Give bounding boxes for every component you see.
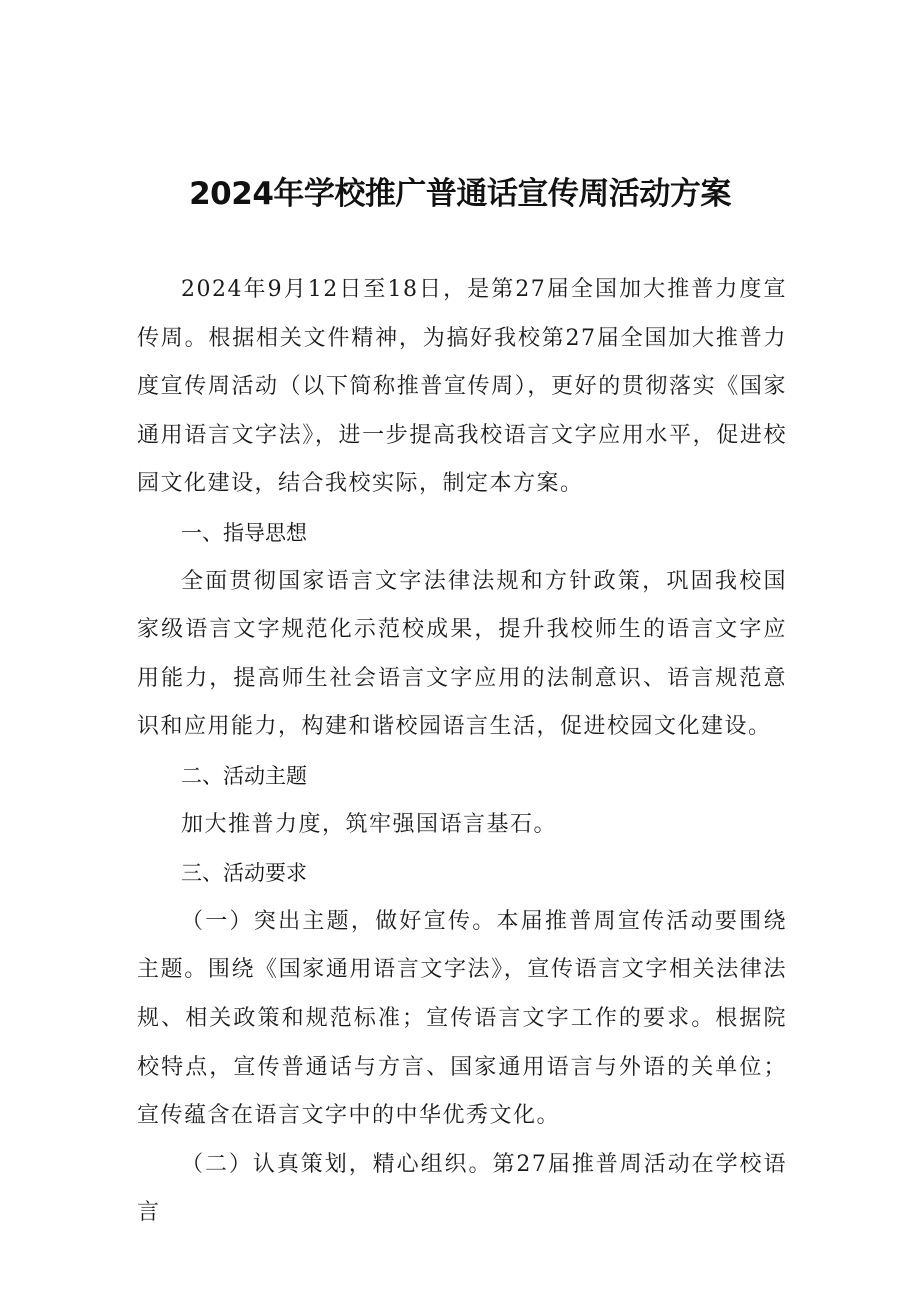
section-heading-guiding-ideology: 一、指导思想: [181, 520, 307, 545]
document-body: [137, 266, 787, 1238]
section-heading-activity-requirements: 三、活动要求: [181, 861, 307, 886]
requirement-item-1: （一）突出主题，做好宣传。本届推普周宣传活动要围绕主题。围绕《国家通用语言文字法》，宣传语言文字相关法律法规、相关政策和规范标准；宣传语言文字工作的要求。根据院校特点，宣传普通话与方言、国家通用语言与外语的关单位；宣传蕴含在语言文字中的中华优秀文化。: [137, 908, 787, 1129]
guiding-ideology-paragraph: 全面贯彻国家语言文字法律法规和方针政策，巩固我校国家级语言文字规范化示范校成果，提升我校师生的语言文字应用能力，提高师生社会语言文字应用的法制意识、语言规范意识和应用能力，构建和谐校园语言生活，促进校园文化建设。: [137, 568, 787, 740]
intro-paragraph: 2024年9月12日至18日，是第27届全国加大推普力度宣传周。根据相关文件精神，为搞好我校第27届全国加大推普力度宣传周活动（以下简称推普宣传周），更好的贯彻落实《国家通用语言文字法》，进一步提高我校语言文字应用水平，促进校园文化建设，结合我校实际，制定本方案。: [137, 277, 787, 497]
activity-theme-paragraph: 加大推普力度，筑牢强国语言基石。: [181, 811, 558, 837]
document-title: 2024年学校推广普通话宣传周活动方案: [189, 176, 731, 212]
requirement-item-2: （二）认真策划，精心组织。第27届推普周活动在学校语言: [137, 1151, 787, 1226]
section-heading-activity-theme: 二、活动主题: [181, 763, 307, 788]
